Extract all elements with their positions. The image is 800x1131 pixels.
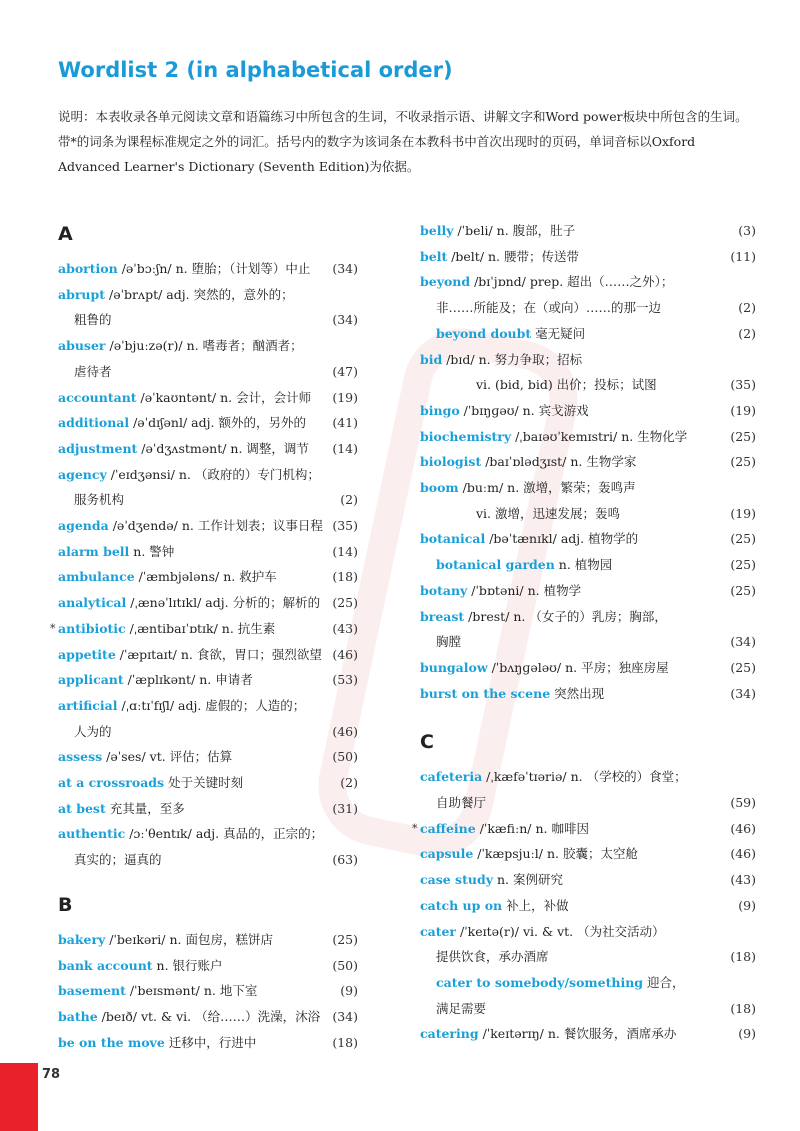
definition: /ˈbeɪsmənt/ n. 地下室 [125,983,258,999]
headword: burst on the scene [420,685,551,701]
page-reference: (25) [730,582,756,598]
wordlist-entry [420,944,756,970]
right-column [412,218,756,1047]
intro-note: 说明：本表收录各单元阅读文章和语篇练习中所包含的生词，不收录指示语、讲解文字和Word power板块中所包含的生词。带*的词条为课程标准规定之外的词汇。括号内的数字为该词条在本教科书中首次出现时的页码，单词音标以Oxford Advanced Learner's Dictionary (Seventh Edition)为依据。 [58,109,748,174]
page-reference: (2) [340,775,358,791]
definition: 真实的；逼真的 [74,852,162,868]
page-title: Wordlist 2 (in alphabetical order) [58,58,453,82]
headword: biologist [420,454,482,470]
definition: 服务机构 [74,492,125,508]
definition: 迎合， [643,974,685,990]
page-reference: (47) [332,363,358,379]
definition: /əˈbrʌpt/ adj. 突然的，意外的； [105,286,294,302]
page-reference: (46) [332,723,358,739]
page-reference: (14) [332,440,358,456]
wordlist-entry [58,927,358,953]
definition: /ˈkæpsjuːl/ n. 胶囊；太空舱 [473,846,638,862]
wordlist-entry [58,642,358,668]
wordlist-entry [420,501,756,527]
headword: biochemistry [420,428,512,444]
wordlist-entry [420,970,720,996]
wordlist-entry [420,295,756,321]
page-reference: (53) [332,672,358,688]
page-reference: (34) [332,1008,358,1024]
headword: artificial [58,697,118,713]
headword: bathe [58,1008,98,1024]
page-reference: (35) [730,377,756,393]
wordlist-entry [58,796,358,822]
wordlist-entry [420,424,756,450]
wordlist-entry [58,847,358,873]
definition: /brest/ n. （女子的）乳房；胸部， [464,608,667,624]
page-reference: (18) [730,1000,756,1016]
wordlist-entry [58,953,358,979]
definition: vi. 激增，迅速发展；轰鸣 [476,505,621,521]
wordlist-entry [58,564,358,590]
headword: catch up on [420,897,503,913]
wordlist-entry [58,719,358,745]
definition: 突然出现 [550,685,605,701]
definition: /ˈæpɪtaɪt/ n. 食欲，胃口；强烈欲望 [115,646,322,662]
headword: belt [420,248,448,264]
wordlist-entry [420,996,756,1022]
wordlist-entry [420,655,756,681]
definition: /əˈdɪʃənl/ adj. 额外的，另外的 [129,415,306,431]
wordlist-entry [420,629,756,655]
headword: accountant [58,389,137,405]
headword: breast [420,608,465,624]
definition: /ˌænəˈlɪtɪkl/ adj. 分析的；解析的 [126,595,321,611]
definition: /ˈæplɪkənt/ n. 申请者 [123,672,253,688]
wordlist-entry [58,667,358,693]
wordlist-entry [58,978,358,1004]
definition: 补上，补做 [502,897,569,913]
definition: /əˈses/ vt. 评估；估算 [102,749,233,765]
page-reference: (18) [730,949,756,965]
page-reference: (43) [730,872,756,888]
page-reference: (31) [332,800,358,816]
wordlist-b-left [58,927,358,1056]
definition: n. 警钟 [129,543,175,559]
wordlist-entry [420,893,756,919]
definition: /ˈæmbjələns/ n. 救护车 [134,569,277,585]
definition: /ˈbeli/ n. 腹部，肚子 [453,223,576,238]
definition: 毫无疑问 [531,325,586,341]
headword: bingo [420,402,460,418]
definition: 虐待者 [74,363,112,379]
definition: 胸膛 [436,634,462,650]
page-reference: (43) [332,620,358,636]
wordlist-entry [420,218,756,244]
definition: /ˌæntibaɪˈɒtɪk/ n. 抗生素 [125,620,276,636]
wordlist-entry [420,604,720,630]
definition: 充其量，至多 [105,800,185,816]
wordlist-entry [58,539,358,565]
wordlist-entry [420,919,720,945]
definition: /buːm/ n. 激增，繁荣；轰鸣声 [458,480,636,496]
headword: ambulance [58,569,135,585]
headword: at best [58,800,106,816]
wordlist-entry [420,244,756,270]
definition: 粗鲁的 [74,312,112,328]
extra-word-marker: * [50,621,56,635]
page-corner-bar [0,1063,38,1131]
page-reference: (2) [340,492,358,508]
definition: n. 植物园 [554,557,613,573]
headword: botany [420,582,468,598]
page-reference: (35) [332,518,358,534]
definition: vi. (bid, bid) 出价；投标；试图 [476,377,657,393]
headword: at a crossroads [58,775,165,791]
page-reference: (25) [730,454,756,470]
wordlist-entry [58,1004,358,1030]
definition: /əˈdʒendə/ n. 工作计划表；议事日程 [108,518,323,534]
definition: /əˈbɔːʃn/ n. 堕胎；（计划等）中止 [117,261,311,276]
headword: bungalow [420,659,488,675]
wordlist-a [50,256,358,873]
definition: /ˌɑːtɪˈfɪʃl/ adj. 虚假的；人造的； [117,697,306,713]
headword: agency [58,466,107,482]
wordlist-entry [58,307,358,333]
wordlist-entry [58,410,358,436]
headword: bakery [58,931,106,947]
wordlist-entry [420,552,756,578]
definition: 非……所能及；在（或向）……的那一边 [436,300,662,316]
headword: cater to somebody/something [436,974,644,990]
headword: basement [58,983,126,999]
headword: authentic [58,826,126,842]
wordlist-entry [58,693,358,719]
page-reference: (34) [730,634,756,650]
page-reference: (19) [730,402,756,418]
page-reference: (41) [332,415,358,431]
wordlist-entry [58,282,358,308]
page-reference: (46) [332,646,358,662]
page-reference: (50) [332,957,358,973]
headword: be on the move [58,1034,165,1050]
headword: beyond doubt [436,325,532,341]
headword: abrupt [58,286,106,302]
definition: /ˈkæfiːn/ n. 咖啡因 [475,820,589,836]
definition: /ˈkeɪtərɪŋ/ n. 餐饮服务，酒席承办 [478,1026,677,1042]
definition: /ˌbaɪəʊˈkemɪstri/ n. 生物化学 [511,428,688,444]
wordlist-entry [58,770,358,796]
definition: /belt/ n. 腰带；传送带 [447,248,580,264]
wordlist-entry [58,590,358,616]
page-reference: (46) [730,846,756,862]
definition: /ˈkeɪtə(r)/ vi. & vt. （为社交活动） [456,923,665,939]
page-reference: (50) [332,749,358,765]
page-reference: (2) [738,300,756,316]
definition: /bɪˈjɒnd/ prep. 超出（……之外）； [470,274,674,290]
wordlist-entry [420,526,756,552]
wordlist-entry [420,269,720,295]
page-reference: (34) [332,312,358,328]
wordlist-entry [58,333,358,359]
headword: cater [420,923,457,939]
wordlist-entry [420,1021,756,1047]
wordlist-entry [420,347,720,373]
definition: /əˈbjuːzə(r)/ n. 嗜毒者；酗酒者； [105,338,303,354]
definition: n. 银行账户 [152,957,223,973]
wordlist-entry [58,513,358,539]
headword: bank account [58,957,153,973]
definition: 迁移中，行进中 [164,1034,257,1050]
definition: /bɪd/ n. 努力争取；招标 [442,351,583,367]
wordlist-c [412,764,756,1047]
definition: /baɪˈɒlədʒɪst/ n. 生物学家 [481,454,637,470]
definition: /ɔːˈθentɪk/ adj. 真品的，正宗的； [125,826,324,842]
page-reference: (59) [730,795,756,811]
wordlist-entry [420,790,756,816]
section-heading-a: A [58,223,73,245]
page-reference: (25) [332,931,358,947]
headword: alarm bell [58,543,130,559]
wordlist-entry [58,744,358,770]
definition: /ˈbɪŋɡəʊ/ n. 宾戈游戏 [459,402,589,418]
wordlist-entry [58,1030,358,1056]
page-reference: (19) [730,505,756,521]
headword: case study [420,872,493,888]
headword: abortion [58,261,118,276]
definition: n. 案例研究 [492,872,563,888]
wordlist-entry [58,256,358,282]
wordlist-entry [50,616,358,642]
definition: /ˈeɪdʒənsi/ n. （政府的）专门机构； [106,466,320,482]
page-reference: (18) [332,569,358,585]
wordlist-entry [58,821,358,847]
wordlist-entry [420,764,720,790]
headword: botanical garden [436,557,555,573]
wordlist-entry [420,398,756,424]
page-reference: (34) [332,261,358,276]
page-reference: (63) [332,852,358,868]
page-reference: (25) [730,659,756,675]
wordlist-b-right [420,218,756,706]
definition: /beɪð/ vt. & vi. （给……）洗澡，沐浴 [97,1008,321,1024]
page-reference: (9) [738,1026,756,1042]
wordlist-entry [420,321,756,347]
definition: /ˈbeɪkəri/ n. 面包房，糕饼店 [105,931,273,947]
page-number: 78 [42,1067,61,1082]
headword: catering [420,1026,479,1042]
page-reference: (2) [738,325,756,341]
page-reference: (25) [332,595,358,611]
headword: botanical [420,531,486,547]
page-reference: (11) [730,248,756,264]
headword: belly [420,223,454,238]
headword: applicant [58,672,124,688]
headword: additional [58,415,130,431]
definition: /ˈbɒtəni/ n. 植物学 [467,582,582,598]
wordlist-entry [420,867,756,893]
page-reference: (14) [332,543,358,559]
definition: 人为的 [74,723,112,739]
page-reference: (19) [332,389,358,405]
headword: adjustment [58,440,138,456]
page-reference: (34) [730,685,756,701]
wordlist-entry [58,436,358,462]
page-reference: (3) [738,223,756,238]
page-reference: (25) [730,428,756,444]
headword: agenda [58,518,109,534]
wordlist-entry [412,816,756,842]
headword: abuser [58,338,106,354]
definition: /ˌkæfəˈtɪəriə/ n. （学校的）食堂； [482,769,687,785]
definition: /əˈkaʊntənt/ n. 会计，会计师 [136,389,312,405]
wordlist-entry [58,359,358,385]
definition: /bəˈtænɪkl/ adj. 植物学的 [485,531,639,547]
definition: 自助餐厅 [436,795,487,811]
headword: bid [420,351,443,367]
page-reference: (9) [738,897,756,913]
wordlist-entry [58,462,358,488]
wordlist-entry [420,449,756,475]
section-heading-b: B [58,893,73,916]
wordlist-entry [420,841,756,867]
left-column [50,218,358,1055]
page-reference: (25) [730,531,756,547]
definition: 提供饮食，承办酒席 [436,949,549,965]
definition: 满足需要 [436,1000,487,1016]
wordlist-entry [420,578,756,604]
page-reference: (25) [730,557,756,573]
headword: boom [420,480,459,496]
definition: 处于关键时刻 [164,775,244,791]
wordlist-entry [420,681,756,707]
page-reference: (46) [730,820,756,836]
headword: cafeteria [420,769,483,785]
definition: /ˈbʌŋɡələʊ/ n. 平房；独座房屋 [487,659,669,675]
headword: antibiotic [58,620,126,636]
wordlist-entry [58,487,358,513]
page-reference: (9) [340,983,358,999]
headword: capsule [420,846,474,862]
wordlist-entry [420,372,756,398]
page-reference: (18) [332,1034,358,1050]
extra-word-marker: * [412,821,418,835]
headword: appetite [58,646,116,662]
wordlist-entry [58,385,358,411]
headword: analytical [58,595,127,611]
headword: beyond [420,274,471,290]
definition: /əˈdʒʌstmənt/ n. 调整，调节 [137,440,309,456]
headword: caffeine [420,820,476,836]
wordlist-entry [420,475,720,501]
headword: assess [58,749,103,765]
section-heading-c: C [420,731,434,754]
